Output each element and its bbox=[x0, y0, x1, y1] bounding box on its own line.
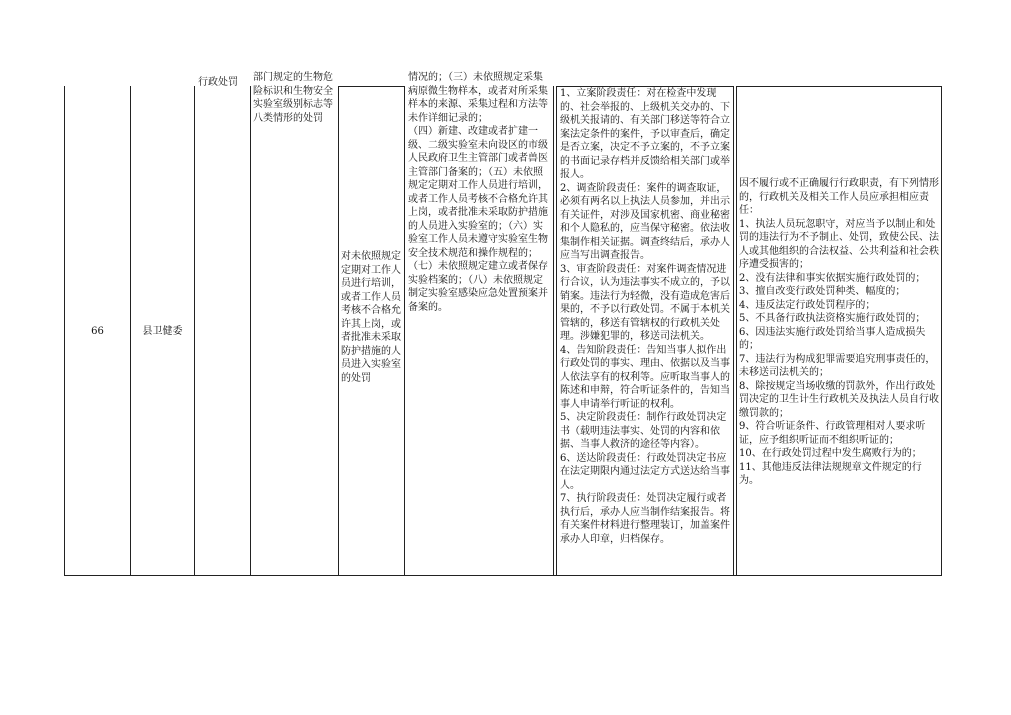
category-label: 行政处罚 bbox=[198, 77, 238, 88]
accountability-item: 1、执法人员玩忽职守，对应当予以制止和处罚的违法行为不予制止、处罚，致使公民、法人或其他组织的合法权益、公共利益和社会秩序遭受损害的； bbox=[739, 218, 939, 270]
grid-line bbox=[338, 86, 339, 576]
grid-line bbox=[736, 86, 942, 87]
grid-line bbox=[194, 86, 195, 576]
grid-line bbox=[941, 86, 942, 576]
accountability-item: 3、擅自改变行政处罚种类、幅度的； bbox=[739, 286, 906, 297]
responsibility-item: 6、送达阶段责任：行政处罚决定书应在法定期限内通过法定方式送达给当事人。 bbox=[560, 452, 730, 491]
department-name: 县卫健委 bbox=[142, 326, 183, 337]
accountability-item: 7、违法行为构成犯罪需要追究刑事责任的，未移送司法机关的； bbox=[739, 353, 936, 378]
accountability-item: 2、没有法律和事实依据实施行政处罚的； bbox=[739, 272, 926, 284]
grid-line bbox=[404, 86, 405, 576]
grid-line bbox=[338, 86, 405, 87]
basis-paragraph: （四）新建、改建或者扩建一级、二级实验室未向设区的市级人民政府卫生主管部门或者兽医主管部门备案的；（五）未依照规定定期对工作人员进行培训，或者工作人员考核不合格允许其上岗，或者批准未采取防护措施的人员进入实验室的；（六）实验室工作人员未遵守实验室生物安全技术规范和操作规程的；（七）未依照规定建立或者保存实验档案的；（八）未依照规定制定实验室感染应急处置预案并备案的。 bbox=[408, 126, 548, 313]
accountability-item: 4、违反法定行政处罚程序的； bbox=[739, 299, 876, 311]
accountability-item: 6、因违法实施行政处罚给当事人造成损失的； bbox=[739, 326, 926, 351]
responsibility-item: 5、决定阶段责任：制作行政处罚决定书（载明违法事实、处罚的内容和依据、当事人救济的途径等内容）。 bbox=[560, 412, 727, 450]
accountability-item: 9、符合听证条件、行政管理相对人要求听证，应予组织听证而不组织听证的； bbox=[739, 421, 926, 446]
basis-paragraph: 情况的；（三）未依照规定采集病原微生物样本，或者对所采集样本的来源、采集过程和方法等未作详细记录的； bbox=[408, 72, 548, 124]
accountability-item: 8、除按规定当场收缴的罚款外，作出行政处罚决定的卫生计生行政机关及执法人员自行收缴罚款的； bbox=[739, 380, 939, 419]
responsibility-list bbox=[560, 87, 732, 546]
accountability-list bbox=[739, 177, 940, 488]
sub-item-name: 对未依照规定定期对工作人员进行培训，或者工作人员考核不合格允许其上岗，或者批准未采取防护措施的人员进入实验室的处罚 bbox=[341, 251, 401, 384]
item-name: 部门规定的生物危险标识和生物安全实验室级别标志等八类情形的处罚 bbox=[253, 72, 333, 124]
accountability-item: 10、在行政处罚过程中发生腐败行为的； bbox=[739, 448, 922, 459]
responsibility-item: 7、执行阶段责任：处罚决定履行或者执行后，承办人应当制作结案报告。将有关案件材料进行整理装订，加盖案件承办人印章，归档保存。 bbox=[560, 493, 730, 545]
grid-line bbox=[556, 86, 557, 576]
accountability-item: 11、其他违反法律法规规章文件规定的行为。 bbox=[739, 461, 922, 486]
responsibility-item: 2、调查阶段责任：案件的调查取证，必须有两名以上执法人员参加，并出示有关证件，对涉及国家机密、商业秘密和个人隐私的，应当保守秘密。依法收集制作相关证据。调查终结后，承办人应当写出调查报告。 bbox=[560, 182, 730, 261]
responsibility-item: 4、告知阶段责任：告知当事人拟作出行政处罚的事实、理由、依据以及当事人依法享有的权利等。应听取当事人的陈述和申辩，符合听证条件的，告知当事人申请举行听证的权利。 bbox=[560, 344, 730, 410]
grid-line bbox=[553, 86, 554, 576]
accountability-item: 5、不具备行政执法资格实施行政处罚的； bbox=[739, 313, 926, 324]
grid-line bbox=[736, 86, 737, 576]
row-number: 66 bbox=[91, 326, 104, 337]
grid-line bbox=[64, 575, 942, 576]
responsibility-item: 3、审查阶段责任：对案件调查情况进行合议，认为违法事实不成立的，予以销案。违法行为轻微，没有造成危害后果的，不予以行政处罚。不属于本机关管辖的，移送有管辖权的行政机关处理。涉嫌犯罪的，移送司法机关。 bbox=[560, 263, 730, 342]
grid-line bbox=[733, 86, 734, 576]
grid-line bbox=[250, 86, 251, 576]
accountability-item: 因不履行或不正确履行行政职责，有下列情形的，行政机关及相关工作人员应承担相应责任： bbox=[739, 178, 939, 216]
legal-basis bbox=[408, 71, 551, 314]
responsibility-item: 1、立案阶段责任：对在检查中发现的、社会举报的、上级机关交办的、下级机关报请的、有关部门移送等符合立案法定条件的案件，予以审查后，确定是否立案，决定不予立案的，不予立案的书面记录存档并反馈给相关部门或举报人。 bbox=[560, 88, 730, 180]
